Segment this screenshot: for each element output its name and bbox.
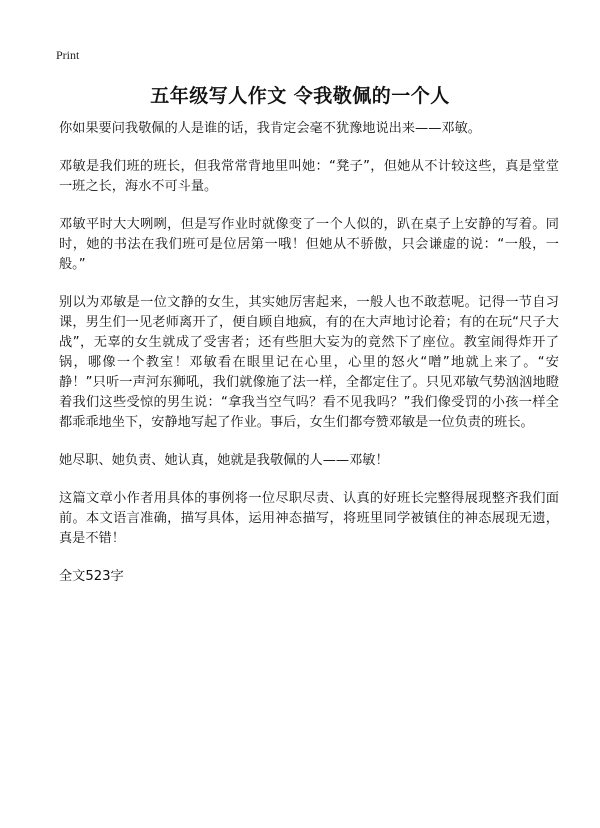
article-body [59,119,559,605]
paragraph-homework: 邓敏平时大大咧咧，但是写作业时就像变了一个人似的，趴在桌子上安静的写着。同时，她的书法在我们班可是位居第一哦！但她从不骄傲，只会谦虚的说：“一般，一般。” [59,217,559,272]
paragraph-nickname: 邓敏是我们班的班长，但我常常背地里叫她：“凳子”，但她从不计较这些，真是堂堂一班之长，海水不可斗量。 [59,159,559,194]
paragraph-intro: 你如果要问我敬佩的人是谁的话，我肯定会毫不犹豫地说出来——邓敏。 [59,121,481,136]
paragraph-comment: 这篇文章小作者用具体的事例将一位尽职尽责、认真的好班长完整得展现整齐我们面前。本文语言准确，描写具体，运用神态描写，将班里同学被镇住的神态展现无遗，真是不错！ [59,491,559,546]
word-count: 全文523字 [59,569,124,584]
paragraph-conclusion: 她尽职、她负责、她认真，她就是我敬佩的人——邓敏！ [59,453,389,468]
print-link[interactable]: Print [56,48,80,62]
paragraph-classroom-story: 别以为邓敏是一位文静的女生，其实她厉害起来，一般人也不敢惹呢。记得一节自习课，男生们一见老师离开了，便自顾自地疯，有的在大声地讨论着；有的在玩“尺子大战”，无辜的女生就成了受害者；还有些胆大妄为的竟然下了座位。教室闹得炸开了锅，哪像一个教室！邓敏看在眼里记在心里，心里的怒火“噌”地就上来了。“安静！”只听一声河东狮吼，我们就像施了法一样，全都定住了。只见邓敏气势汹汹地瞪着我们这些受惊的男生说：“拿我当空气吗？看不见我吗？”我们像受罚的小孩一样全都乖乖地坐下，安静地写起了作业。事后，女生们都夸赞邓敏是一位负责的班长。 [59,295,559,430]
page-title: 五年级写人作文 令我敬佩的一个人 [150,85,450,107]
